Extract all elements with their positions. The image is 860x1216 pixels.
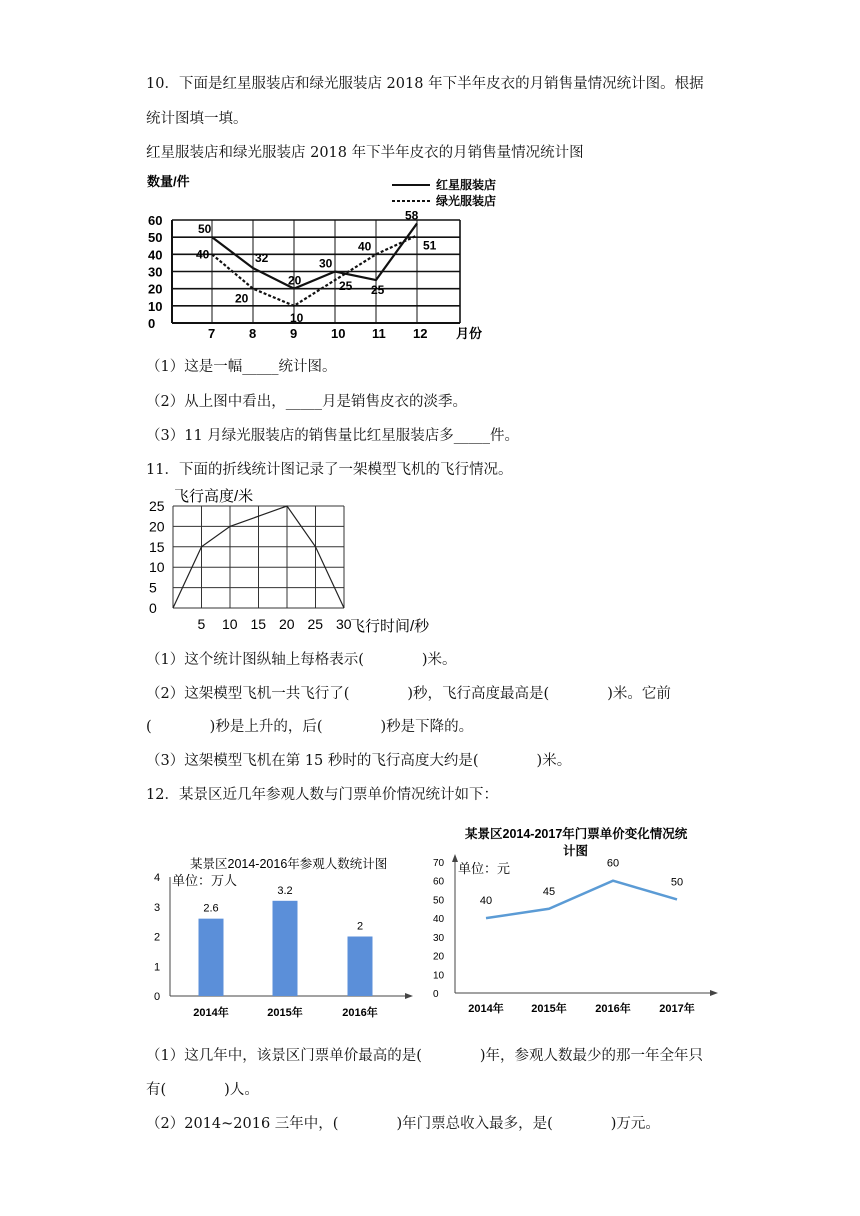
chart4-title-line1: 某景区2014-2017年门票单价变化情况统 — [465, 827, 688, 841]
chart1-x-tick-label: 10 — [331, 326, 346, 341]
lvguang-data-label: 40 — [358, 239, 372, 254]
q10-sub3: （3）11 月绿光服装店的销售量比红星服装店多_____件。 — [146, 428, 520, 444]
q11-intro: 11．下面的折线统计图记录了一架模型飞机的飞行情况。 — [146, 462, 513, 478]
visitors-bar — [273, 901, 298, 996]
chart2-x-tick-label: 5 — [197, 616, 206, 632]
chart3-y-tick-label: 4 — [154, 872, 161, 884]
visitors-bar — [348, 937, 373, 997]
q12-sub1-line1: （1）这几年中，该景区门票单价最高的是( )年，参观人数最少的那一年全年只 — [146, 1048, 704, 1064]
hongxing-data-label: 58 — [405, 208, 419, 223]
hongxing-data-label: 50 — [198, 222, 212, 237]
chart4-y-tick-label: 30 — [433, 932, 445, 944]
chart3-title: 某景区2014-2016年参观人数统计图 — [190, 857, 388, 871]
chart2-x-tick-label: 20 — [279, 616, 295, 632]
chart3-unit: 单位：万人 — [172, 873, 238, 888]
q10-sub1: （1）这是一幅_____统计图。 — [146, 359, 337, 375]
hongxing-data-label: 32 — [255, 251, 269, 266]
visitors-bar-chart — [140, 850, 420, 1025]
flight-line-chart — [140, 482, 450, 634]
chart2-x-tick-label: 10 — [222, 616, 238, 632]
q12-sub1-line2: 有( )人。 — [146, 1082, 259, 1098]
chart2-y-tick-label: 20 — [149, 518, 165, 535]
chart1-x-tick-label: 7 — [208, 326, 216, 341]
q10-intro-line1: 10．下面是红星服装店和绿光服装店 2018 年下半年皮衣的月销售量情况统计图。根据 — [146, 76, 704, 92]
chart4-unit: 单位：元 — [458, 861, 511, 876]
chart1-x-tick-label: 11 — [372, 326, 386, 341]
hongxing-data-label: 30 — [319, 256, 333, 271]
ticket-price-label: 45 — [542, 885, 556, 898]
chart4-y-tick-label: 50 — [433, 895, 445, 907]
q11-sub3: （3）这架模型飞机在第 15 秒时的飞行高度大约是( )米。 — [146, 753, 572, 769]
sales-line-chart — [140, 168, 500, 346]
chart4-y-tick-label: 0 — [433, 989, 439, 1000]
chart2-y-tick-label: 25 — [149, 498, 165, 514]
chart3-x-tick-label: 2015年 — [267, 1007, 303, 1019]
chart1-y-tick-label: 0 — [148, 316, 156, 331]
chart4-y-tick-label: 60 — [433, 876, 445, 888]
chart3-y-tick-label: 2 — [154, 931, 161, 944]
chart3-y-tick-label: 3 — [154, 901, 161, 914]
chart4-title-line2: 计图 — [563, 844, 589, 858]
chart4-y-tick-label: 40 — [433, 914, 445, 926]
chart2-y-tick-label: 15 — [149, 538, 165, 555]
chart4-y-tick-label: 10 — [433, 970, 445, 982]
chart1-y-tick-label: 50 — [148, 230, 163, 246]
q10-sub2: （2）从上图中看出，_____月是销售皮衣的淡季。 — [146, 394, 467, 410]
chart2-x-tick-label: 30 — [336, 616, 352, 632]
chart1-x-tick-label: 12 — [413, 326, 428, 341]
chart4-y-arrow — [452, 854, 458, 862]
q12-intro: 12．某景区近几年参观人数与门票单价情况统计如下： — [146, 787, 498, 803]
chart2-y-tick-label: 10 — [149, 559, 165, 576]
hongxing-data-label: 25 — [371, 283, 385, 298]
lvguang-data-label: 25 — [339, 279, 353, 294]
visitors-bar-label: 3.2 — [277, 884, 293, 897]
lvguang-data-label: 40 — [196, 247, 210, 262]
chart1-x-axis-label: 月份 — [456, 326, 483, 341]
lvguang-data-label: 20 — [235, 291, 249, 306]
chart3-x-arrow — [405, 993, 413, 999]
chart1-y-tick-label: 60 — [148, 213, 163, 228]
chart3-y-tick-label: 0 — [154, 991, 161, 1003]
chart1-legend — [392, 177, 496, 208]
chart2-x-axis-label: 飞行时间/秒 — [350, 618, 430, 634]
chart3-x-tick-label: 2016年 — [342, 1007, 378, 1019]
chart4-y-tick-label: 20 — [433, 951, 445, 963]
legend-label-lvguang: 绿光服装店 — [436, 194, 497, 208]
lvguang-data-label: 10 — [290, 310, 304, 325]
chart3-x-tick-label: 2014年 — [193, 1007, 229, 1019]
chart4-x-tick-label: 2016年 — [595, 1003, 631, 1015]
visitors-bar-label: 2 — [356, 920, 364, 933]
ticket-price-line-chart — [430, 822, 730, 1022]
ticket-price-label: 40 — [479, 895, 493, 908]
hongxing-data-label: 20 — [288, 273, 302, 288]
chart3-y-tick-label: 1 — [154, 961, 161, 974]
chart1-y-tick-label: 40 — [148, 247, 163, 263]
ticket-price-line — [486, 881, 677, 918]
chart2-y-axis-label: 飞行高度/米 — [174, 488, 254, 505]
chart4-x-tick-label: 2014年 — [468, 1003, 504, 1015]
chart1-y-tick-label: 10 — [148, 298, 163, 314]
chart1-y-tick-label: 20 — [148, 281, 163, 297]
q11-sub1: （1）这个统计图纵轴上每格表示( )米。 — [146, 652, 457, 668]
hongxing-series-line — [212, 223, 417, 288]
chart4-y-tick-label: 70 — [433, 858, 445, 869]
visitors-bar-label: 2.6 — [203, 902, 219, 915]
chart1-x-tick-label: 8 — [249, 326, 257, 341]
q10-intro-line2: 统计图填一填。 — [146, 111, 248, 127]
chart2-x-tick-label: 15 — [250, 616, 267, 632]
legend-label-hongxing: 红星服装店 — [436, 178, 497, 192]
chart2-y-tick-label: 0 — [149, 600, 157, 616]
chart1-x-tick-label: 9 — [290, 326, 298, 341]
chart4-x-tick-label: 2015年 — [531, 1003, 567, 1015]
q10-chart-title: 红星服装店和绿光服装店 2018 年下半年皮衣的月销售量情况统计图 — [146, 145, 584, 161]
ticket-price-label: 50 — [670, 876, 684, 889]
q11-sub2-line2: ( )秒是上升的，后( )秒是下降的。 — [146, 719, 474, 735]
chart2-x-tick-label: 25 — [307, 616, 324, 632]
chart1-y-axis-label: 数量/件 — [147, 174, 190, 189]
chart4-x-tick-label: 2017年 — [659, 1003, 695, 1015]
chart1-y-tick-label: 30 — [148, 264, 163, 280]
lvguang-data-label: 51 — [423, 238, 437, 253]
chart2-y-tick-label: 5 — [149, 579, 157, 596]
visitors-bar — [199, 919, 224, 996]
q12-sub2: （2）2014~2016 三年中，( )年门票总收入最多，是( )万元。 — [146, 1116, 660, 1132]
q11-sub2-line1: （2）这架模型飞机一共飞行了( )秒，飞行高度最高是( )米。它前 — [146, 686, 671, 702]
chart4-x-arrow — [710, 990, 718, 996]
ticket-price-label: 60 — [606, 857, 620, 870]
